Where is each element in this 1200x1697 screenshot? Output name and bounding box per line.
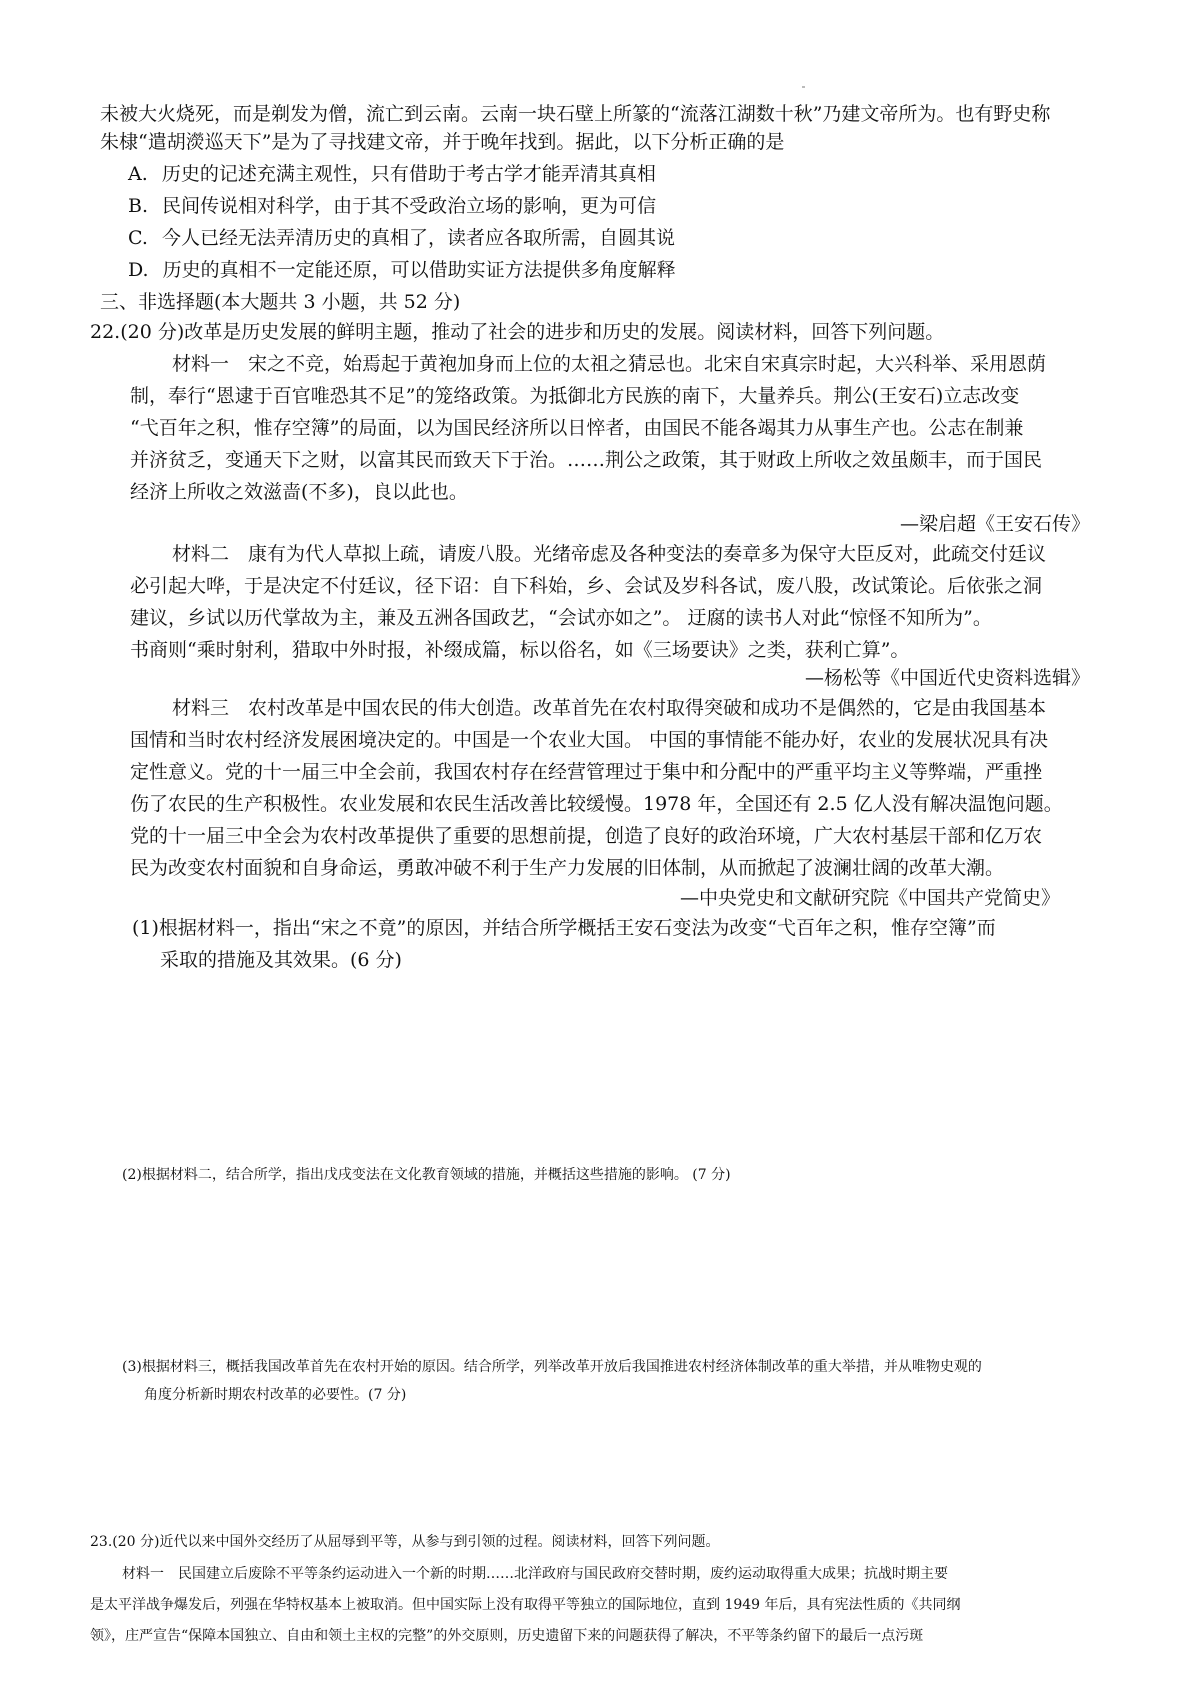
q23-material1-line: 是太平洋战争爆发后，列强在华特权基本上被取消。但中国实际上没有取得平等独立的国际地位，直到 1949 年后，具有宪法性质的《共同纲	[90, 1597, 961, 1613]
section-heading: 三、非选择题(本大题共 3 小题，共 52 分)	[100, 291, 461, 313]
q21-option-b	[128, 192, 656, 220]
option-text: 历史的真相不一定能还原，可以借助实证方法提供多角度解释	[162, 259, 676, 281]
q22-material3-source: —中央党史和文献研究院《中国共产党简史》	[679, 887, 1060, 909]
q23-material1-line: 材料一 民国建立后废除不平等条约运动进入一个新的时期……北洋政府与国民政府交替时期，废约运动取得重大成果；抗战时期主要	[122, 1566, 948, 1582]
q22-material1-source: —梁启超《王安石传》	[899, 513, 1090, 535]
q22-material2-line: 建议，乡试以历代掌故为主，兼及五洲各国政艺，“会试亦如之”。 迂腐的读书人对此“惊怪不知所为”。	[130, 607, 992, 629]
q22-material3-line: 国情和当时农村经济发展困境决定的。中国是一个农业大国。 中国的事情能不能办好，农业的发展状况具有决	[130, 729, 1049, 751]
option-letter: B.	[128, 195, 149, 217]
option-text: 民间传说相对科学，由于其不受政治立场的影响，更为可信	[162, 195, 657, 217]
option-text: 历史的记述充满主观性，只有借助于考古学才能弄清其真相	[161, 163, 656, 185]
option-letter: D.	[128, 259, 149, 281]
q22-material1-line: 材料一 宋之不竞，始焉起于黄袍加身而上位的太祖之猜忌也。北宋自宋真宗时起，大兴科举、采用恩荫	[172, 353, 1047, 375]
q22-subquestion-1-cont: 采取的措施及其效果。(6 分)	[160, 949, 402, 971]
q21-option-a	[128, 160, 656, 188]
q22-material1-line: “弋百年之积，惟存空簿”的局面，以为国民经济所以日悴者，由国民不能各竭其力从事生产也。公志在制兼	[130, 417, 1024, 439]
q22-material3-line: 党的十一届三中全会为农村改革提供了重要的思想前提，创造了良好的政治环境，广大农村基层干部和亿万农	[130, 825, 1043, 847]
q22-subquestion-2: (2)根据材料二，结合所学，指出戊戌变法在文化教育领域的措施，并概括这些措施的影响。 (7 分)	[122, 1167, 731, 1183]
q21-option-c	[128, 224, 675, 252]
q21-stem-line: 未被大火烧死，而是剃发为僧，流亡到云南。云南一块石壁上所篆的“流落江湖数十秋”乃建文帝所为。也有野史称	[100, 103, 1051, 125]
q22-material1-line: 制，奉行“恩逮于百官唯恐其不足”的笼络政策。为抵御北方民族的南下，大量养兵。荆公(王安石)立志改变	[130, 385, 1020, 407]
q22-material3-line: 伤了农民的生产积极性。农业发展和农民生活改善比较缓慢。1978 年，全国还有 2.5 亿人没有解决温饱问题。	[130, 793, 1063, 815]
q23-material1-line: 领》，庄严宣告“保障本国独立、自由和领土主权的完整”的外交原则，历史遗留下来的问题获得了解决，不平等条约留下的最后一点污斑	[90, 1628, 924, 1644]
q22-subquestion-1: (1)根据材料一，指出“宋之不竟”的原因，并结合所学概括王安石变法为改变“弋百年之积，惟存空簿”而	[132, 917, 996, 939]
q22-subquestion-3-cont: 角度分析新时期农村改革的必要性。(7 分)	[144, 1387, 407, 1403]
q22-material2-line: 必引起大哗，于是决定不付廷议，径下诏：自下科始，乡、会试及岁科各试，废八股，改试策论。后依张之洞	[130, 575, 1043, 597]
q22-material3-line: 材料三 农村改革是中国农民的伟大创造。改革首先在农村取得突破和成功不是偶然的，它是由我国基本	[172, 697, 1047, 719]
q22-intro: 22.(20 分)改革是历史发展的鲜明主题，推动了社会的进步和历史的发展。阅读材料，回答下列问题。	[90, 321, 945, 343]
q21-stem-line: 朱棣“遣胡濙巡天下”是为了寻找建文帝，并于晚年找到。据此，以下分析正确的是	[100, 131, 785, 153]
scan-mark	[802, 86, 805, 88]
q22-subquestion-3: (3)根据材料三，概括我国改革首先在农村开始的原因。结合所学，列举改革开放后我国推进农村经济体制改革的重大举措，并从唯物史观的	[122, 1359, 982, 1375]
q22-material1-line: 经济上所收之效滋啬(不多)，良以此也。	[130, 481, 468, 503]
q22-material3-line: 民为改变农村面貌和自身命运，勇敢冲破不利于生产力发展的旧体制，从而掀起了波澜壮阔的改革大潮。	[130, 857, 1005, 879]
q23-intro: 23.(20 分)近代以来中国外交经历了从屈辱到平等，从参与到引领的过程。阅读材料，回答下列问题。	[90, 1534, 720, 1550]
q22-material3-line: 定性意义。党的十一届三中全会前，我国农村存在经营管理过于集中和分配中的严重平均主义等弊端，严重挫	[130, 761, 1043, 783]
q22-material1-line: 并济贫乏，变通天下之财，以富其民而致天下于治。……荆公之政策，其于财政上所收之效虽颇丰，而于国民	[130, 449, 1043, 471]
option-letter: A.	[128, 163, 148, 185]
q22-material2-source: —杨松等《中国近代史资料选辑》	[804, 667, 1090, 689]
option-letter: C.	[128, 227, 148, 249]
q21-option-d	[128, 256, 676, 284]
q22-material2-line: 书商则“乘时射利，猎取中外时报，补缀成篇，标以俗名，如《三场要诀》之类，获利亡算”。	[130, 639, 910, 661]
option-text: 今人已经无法弄清历史的真相了，读者应各取所需，自圆其说	[161, 227, 675, 249]
q22-material2-line: 材料二 康有为代人草拟上疏，请废八股。光绪帝虑及各种变法的奏章多为保守大臣反对，此疏交付廷议	[172, 543, 1047, 565]
